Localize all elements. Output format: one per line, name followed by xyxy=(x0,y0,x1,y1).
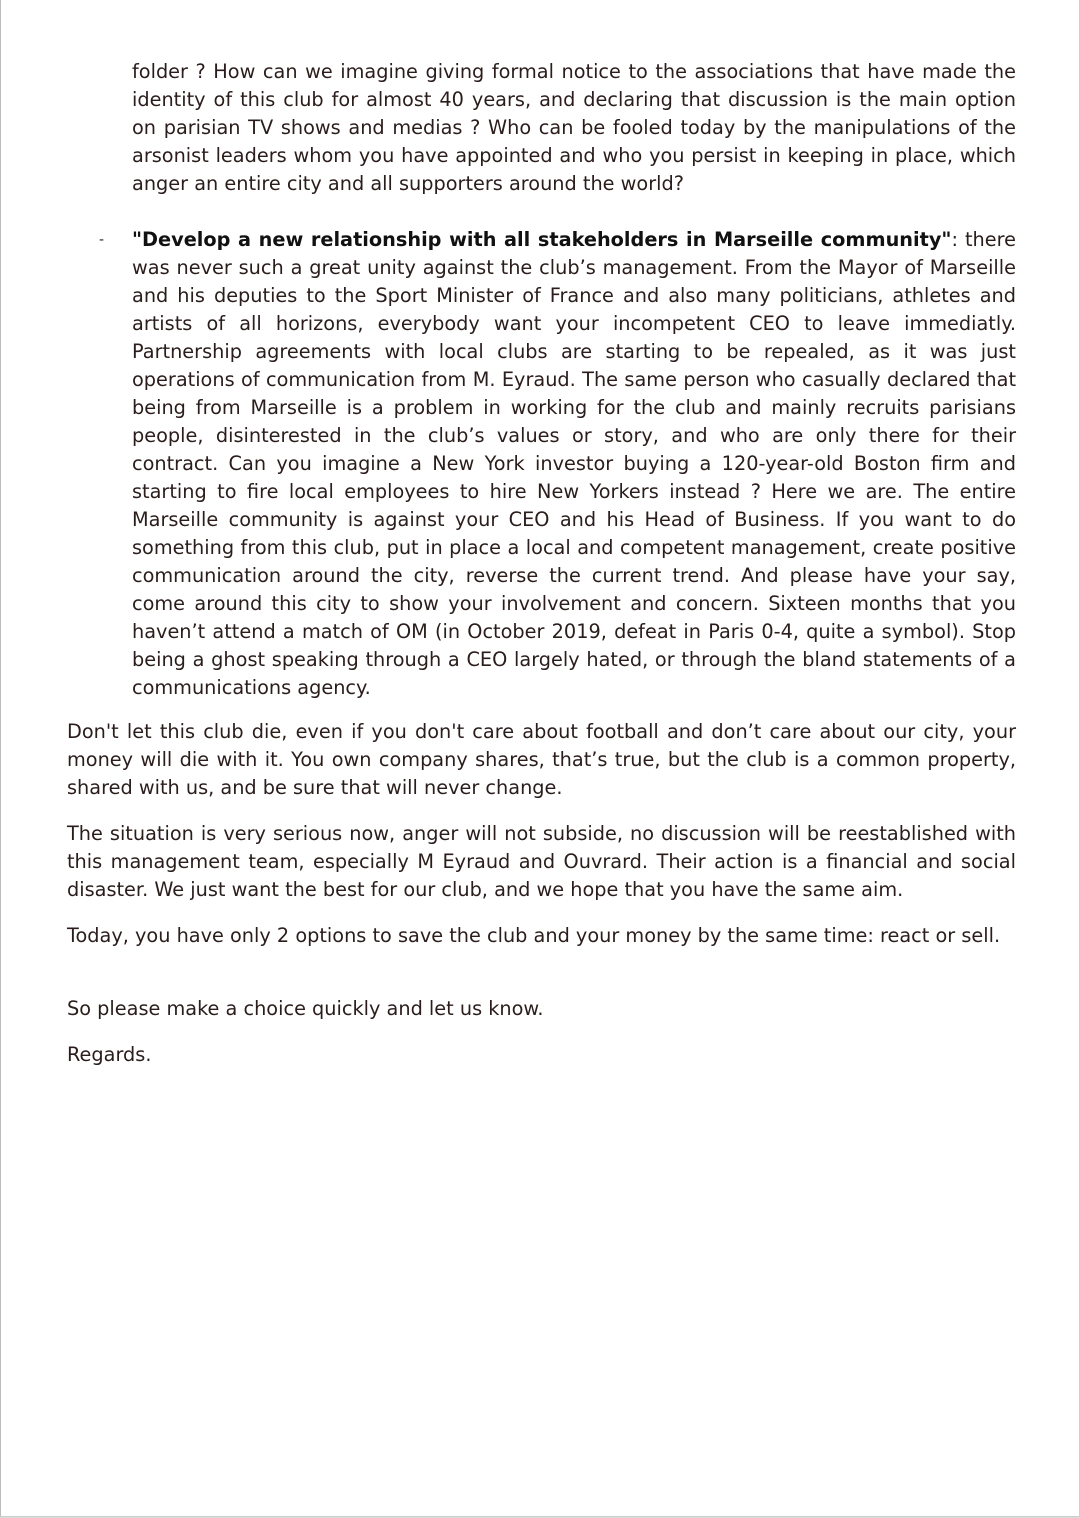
bullet-body: there was never such a great unity against the club’s management. From the Mayor of Marseille and his deputies to the Sport Minister of France and also many politicians, athletes and artists of all horizons, everybody want your incompetent CEO to leave immediatly. Partnership agreements with local clubs are starting to be repealed, as it was just operations of communication from M. Eyraud. The same person who casually declared that being from Marseille is a problem in working for the club and mainly recruits parisians people, disinterested in the club’s values or story, and who are only there for their contract. Can you imagine a New York investor buying a 120-year-old Boston firm and starting to fire local employees to hire New Yorkers instead ? Here we are. The entire Marseille community is against your CEO and his Head of Business. If you want to do something from this club, put in place a local and competent management, create positive communication around the city, reverse the current trend. And please have your say, come around this city to show your involvement and concern. Sixteen months that you haven’t attend a match of OM (in October 2019, defeat in Paris 0-4, quite a symbol). Stop being a ghost speaking through a CEO largely hated, or through the bland statements of a communications agency. xyxy=(132,228,1016,699)
paragraph-situation: The situation is very serious now, anger will not subside, no discussion will be reestablished with this management team, especially M Eyraud and Ouvrard. Their action is a financial and social disaster. We just want the best for our club, and we hope that you have the same aim. xyxy=(67,822,1016,901)
bullet-marker: - xyxy=(99,232,105,248)
closing-regards: Regards. xyxy=(67,1043,152,1066)
paragraph-club-die: Don't let this club die, even if you don't care about football and don’t care about our city, your money will die with it. You own company shares, that’s true, but the club is a common property, shared with us, and be sure that will never change. xyxy=(67,720,1016,799)
continuation-paragraph: folder ? How can we imagine giving formal notice to the associations that have made the identity of this club for almost 40 years, and declaring that discussion is the main option on parisian TV shows and medias ? Who can be fooled today by the manipulations of the arsonist leaders whom you have appointed and who you persist in keeping in place, which anger an entire city and all supporters around the world? xyxy=(132,60,1016,195)
bullet-item xyxy=(132,226,1016,702)
paragraph-options: Today, you have only 2 options to save the club and your money by the same time: react or sell. xyxy=(67,924,1001,947)
paragraph-choice: So please make a choice quickly and let us know. xyxy=(67,997,544,1020)
bullet-heading-colon: : xyxy=(951,228,958,251)
bullet-heading: "Develop a new relationship with all stakeholders in Marseille community" xyxy=(132,228,952,251)
